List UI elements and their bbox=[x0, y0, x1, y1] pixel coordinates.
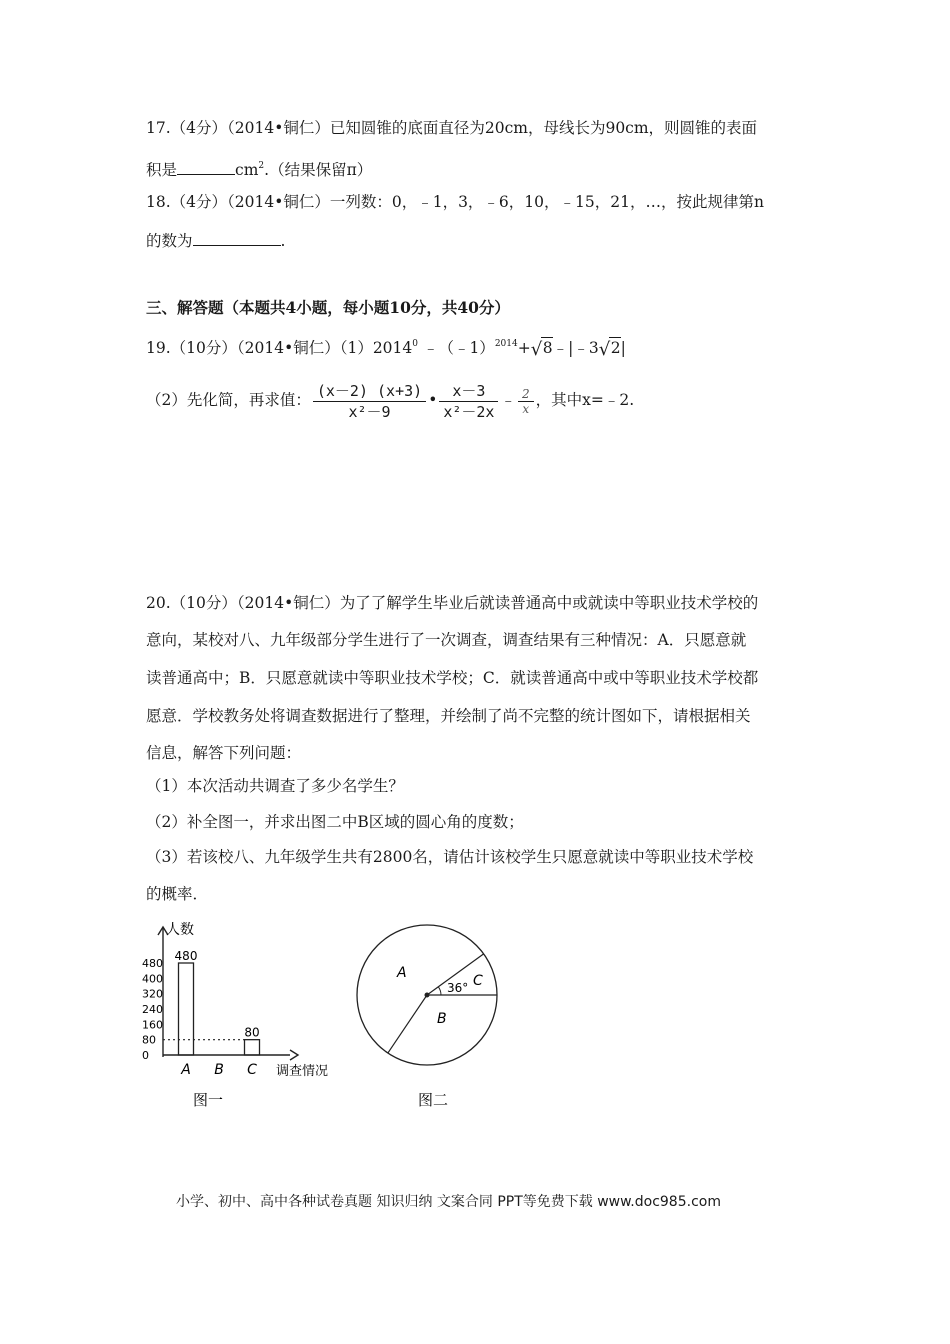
y-tick-label: 0 bbox=[142, 1049, 149, 1062]
bar-a bbox=[179, 963, 194, 1055]
slice-label-c: C bbox=[473, 973, 483, 989]
q17-line1: 17.（4分）（2014•铜仁）已知圆锥的底面直径为20cm，母线长为90cm，则圆锥的表面 bbox=[146, 119, 758, 137]
page-footer: 小学、初中、高中各种试卷真题 知识归纳 文案合同 PPT等免费下载 www.doc985.com bbox=[176, 1194, 721, 1210]
q20-question: （2）补全图一，并求出图二中B区域的圆心角的度数； bbox=[146, 813, 524, 831]
x-tick-label: B bbox=[214, 1062, 224, 1078]
y-tick-label: 320 bbox=[142, 987, 163, 1001]
q18-line1: 18.（4分）（2014•铜仁）一列数：0，﹣1，3，﹣6，10，﹣15，21，…，按此规律第n bbox=[146, 193, 764, 211]
q19-part1-pre: 19.（10分）（2014•铜仁）（1）2014 bbox=[146, 339, 413, 357]
q19-frac3 bbox=[518, 387, 534, 416]
q20-line: 读普通高中；B．只愿意就读中等职业技术学校；C．就读普通高中或中等职业技术学校都 bbox=[146, 669, 759, 687]
y-axis-label: 人数 bbox=[166, 922, 194, 938]
q19-part2-post: ，其中x=﹣2. bbox=[535, 391, 635, 409]
q17-answer-blank bbox=[177, 159, 235, 175]
y-tick-label: 80 bbox=[142, 1033, 156, 1047]
bar-chart-figure bbox=[140, 915, 340, 1110]
q20-question: （3）若该校八、九年级学生共有2800名，请估计该校学生只愿意就读中等职业技术学校 bbox=[146, 848, 754, 866]
section-heading: 三、解答题（本题共4小题，每小题10分，共40分） bbox=[146, 298, 510, 317]
q18-line2 bbox=[146, 230, 285, 251]
q20-line: 20.（10分）（2014•铜仁）为了了解学生毕业后就读普通高中或就读中等职业技术学校的 bbox=[146, 594, 759, 612]
slice-label-b: B bbox=[437, 1011, 447, 1027]
q19-sqrt2: √ 2 bbox=[598, 339, 621, 360]
q19-frac1-num: (x－2) (x+3) bbox=[316, 381, 423, 400]
q19-sqrt8: √ 8 bbox=[530, 339, 553, 360]
q19-plus: + bbox=[517, 339, 531, 357]
q18-line2-pre: 的数为 bbox=[146, 232, 193, 250]
q20-line: 意向，某校对八、九年级部分学生进行了一次调查，调查结果有三种情况：A．只愿意就 bbox=[146, 631, 747, 649]
q19-minus1: ﹣（﹣1） bbox=[418, 339, 495, 357]
q19-dot: • bbox=[428, 391, 438, 409]
pie-chart-title: 图二 bbox=[417, 1091, 449, 1109]
q20-line: 信息，解答下列问题： bbox=[146, 744, 302, 762]
q19-frac2 bbox=[439, 381, 498, 422]
bar-c bbox=[245, 1040, 260, 1055]
y-tick-label: 240 bbox=[142, 1003, 163, 1016]
q17-unit-sup: 2 bbox=[258, 161, 265, 171]
bar-value-label: 480 bbox=[174, 949, 198, 963]
q19-part2 bbox=[146, 380, 634, 422]
pie-divider bbox=[388, 995, 427, 1053]
q19-frac2-num: x－3 bbox=[452, 381, 486, 400]
y-tick-label: 160 bbox=[142, 1018, 163, 1032]
q18-answer-blank bbox=[193, 230, 281, 246]
x-axis-arrow bbox=[290, 1050, 298, 1060]
bar-chart-title: 图一 bbox=[192, 1091, 224, 1109]
angle-arc bbox=[438, 987, 441, 995]
q20-question: （1）本次活动共调查了多少名学生？ bbox=[146, 777, 404, 795]
q17-unit: cm bbox=[235, 161, 259, 179]
q19-mid: ﹣|﹣3 bbox=[552, 339, 599, 357]
pie-center bbox=[425, 993, 430, 998]
q19-sup2014: 2014 bbox=[494, 339, 518, 349]
q19-frac2-den: x²－2x bbox=[443, 402, 495, 421]
q19-rad2: 2 bbox=[610, 339, 621, 357]
q19-frac3-den: x bbox=[522, 401, 530, 416]
q19-part1 bbox=[146, 334, 626, 358]
q20-line: 愿意．学校教务处将调查数据进行了整理，并绘制了尚不完整的统计图如下，请根据相关 bbox=[146, 707, 751, 725]
q19-end: | bbox=[620, 339, 626, 357]
q18-line2-post: . bbox=[280, 232, 286, 250]
q19-part2-pre: （2）先化简，再求值： bbox=[146, 391, 311, 409]
x-tick-label: A bbox=[181, 1062, 191, 1078]
pie-chart bbox=[357, 925, 497, 1065]
bar-value-label: 80 bbox=[244, 1025, 260, 1040]
slice-label-a: A bbox=[397, 965, 407, 981]
x-axis-label: 调查情况 bbox=[276, 1064, 329, 1079]
bar-chart bbox=[142, 921, 328, 1079]
q20-line: 的概率． bbox=[146, 885, 209, 903]
q17-line2 bbox=[146, 156, 372, 180]
angle-label: 36° bbox=[447, 981, 469, 995]
pie-chart-figure bbox=[355, 915, 515, 1110]
q19-rad8: 8 bbox=[542, 339, 553, 357]
y-tick-label: 400 bbox=[142, 972, 163, 986]
q19-minus: ﹣ bbox=[500, 391, 516, 409]
q19-frac3-num: 2 bbox=[521, 386, 530, 401]
q19-frac1-den: x²－9 bbox=[348, 402, 391, 421]
q19-sup0: 0 bbox=[412, 339, 419, 349]
q17-line2-pre: 积是 bbox=[146, 161, 178, 179]
q17-line2-post: .（结果保留π） bbox=[264, 161, 373, 179]
q19-frac1 bbox=[313, 381, 426, 422]
x-tick-label: C bbox=[247, 1062, 257, 1078]
y-tick-label: 480 bbox=[142, 957, 163, 970]
